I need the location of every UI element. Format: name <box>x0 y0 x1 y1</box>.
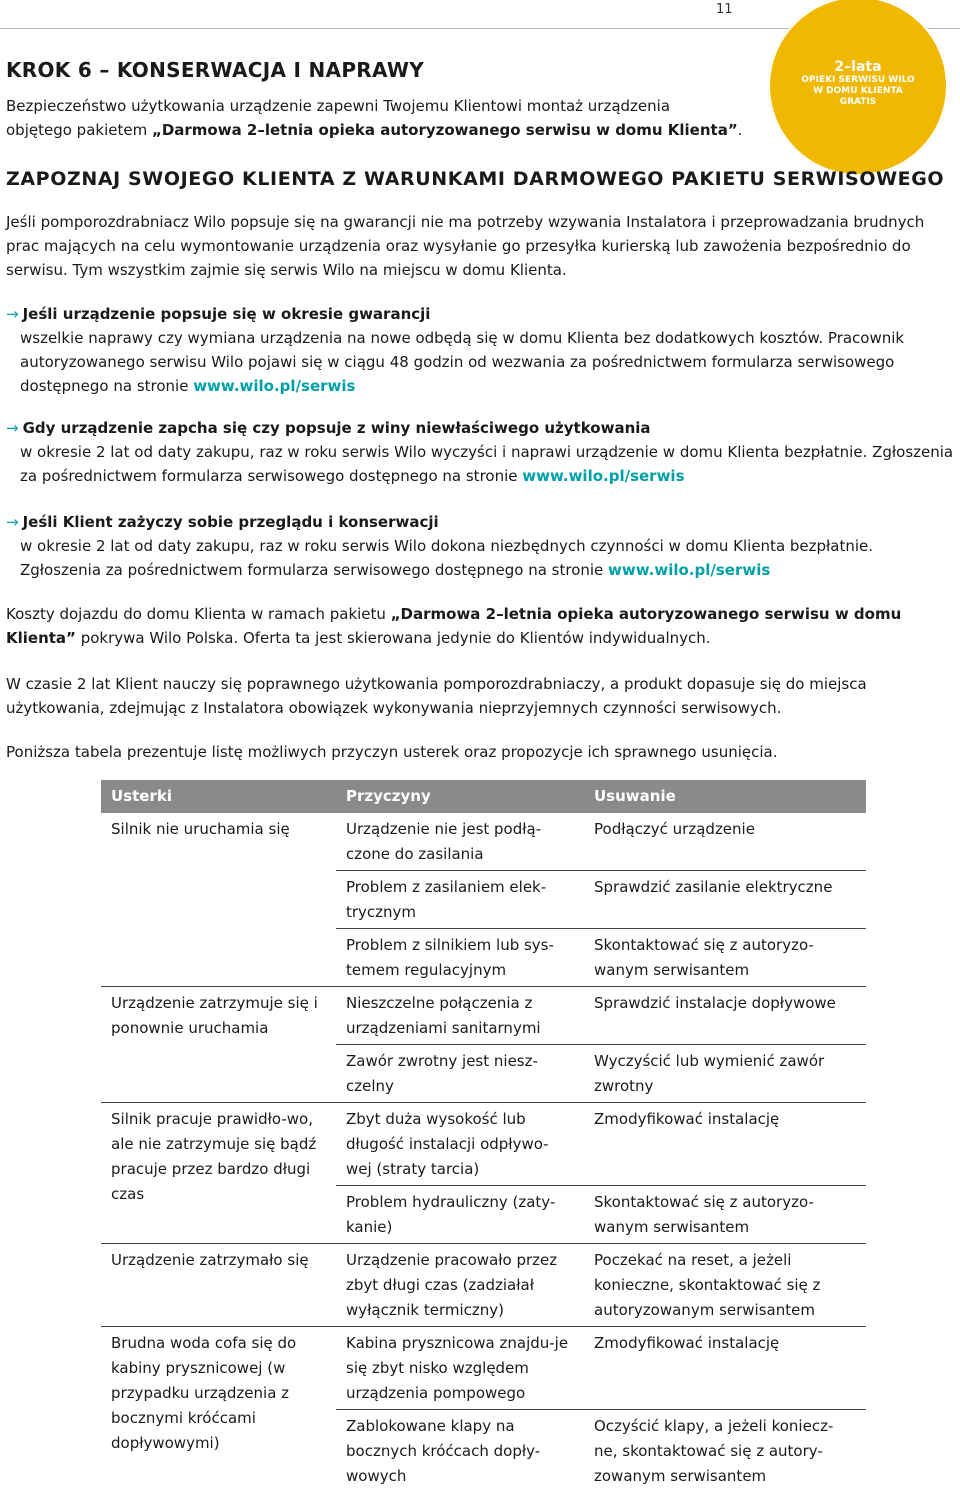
bullet-body: wszelkie naprawy czy wymiana urządzenia na nowe odbędą się w domu Klienta bez dodatkowych kosztów. Pracownik autoryzowanego serwisu Wilo pojawi się w ciągu 48 godzin od wezwania za pośrednictwem formularza serwisowego dostępnego na stronie <box>20 329 904 395</box>
arrow-icon: → <box>6 419 19 437</box>
bullet-body: w okresie 2 lat od daty zakupu, raz w roku serwis Wilo wyczyści i naprawi urządzenie w domu Klienta bezpłatnie. Zgłoszenia za pośrednictwem formularza serwisowego dostępnego na stronie <box>20 443 953 485</box>
arrow-icon: → <box>6 305 19 323</box>
table-row <box>101 1327 866 1410</box>
fault-cell: Brudna woda cofa się do kabiny prysznicowej (w przypadku urządzenia z bocznymi króćcami dopływowymi) <box>101 1327 336 1492</box>
intro-line-a: Bezpieczeństwo użytkowania urządzenie zapewni Twojemu Klientowi montaż urządzenia <box>6 97 670 115</box>
badge-line-4: GRATIS <box>840 97 877 108</box>
fault-cell: Silnik pracuje prawidło-wo, ale nie zatrzymuje się bądź pracuje przez bardzo długi czas <box>101 1103 336 1244</box>
table-row <box>101 1103 866 1186</box>
fault-cell: Urządzenie zatrzymało się <box>101 1244 336 1327</box>
paragraph-travel-costs <box>6 602 951 650</box>
bullet-body: w okresie 2 lat od daty zakupu, raz w roku serwis Wilo dokona niezbędnych czynności w domu Klienta bezpłatnie. Zgłoszenia za pośrednictwem formularza serwisowego dostępnego na stronie <box>20 537 873 579</box>
badge-line-2: OPIEKI SERWISU WILO <box>801 75 914 86</box>
fault-cell: Urządzenie zatrzymuje się i ponownie uruchamia <box>101 987 336 1103</box>
service-link[interactable]: www.wilo.pl/serwis <box>608 561 770 579</box>
cause-cell: Problem hydrauliczny (zaty-kanie) <box>336 1186 584 1244</box>
bullet-title: Jeśli urządzenie popsuje się w okresie gwarancji <box>23 305 431 323</box>
fix-cell: Skontaktować się z autoryzo-wanym serwisantem <box>584 1186 866 1244</box>
warranty-badge <box>768 0 948 176</box>
table-row <box>101 987 866 1045</box>
table-row <box>101 1244 866 1327</box>
intro-package-name: „Darmowa 2–letnia opieka autoryzowanego serwisu w domu Klienta” <box>152 121 738 139</box>
paragraph-warranty-intro: Jeśli pomporozdrabniacz Wilo popsuje się na gwarancji nie ma potrzeby wzywania Instalatora i przeprowadzania brudnych prac mających na celu wymontowanie urządzenia oraz wysyłanie go przesyłka kurierską lub zawożenia bezpośrednio do serwisu. Tym wszystkim zajmie się serwis Wilo na miejscu w domu Klienta. <box>6 210 951 282</box>
section-heading: ZAPOZNAJ SWOJEGO KLIENTA Z WARUNKAMI DARMOWEGO PAKIETU SERWISOWEGO <box>6 168 944 190</box>
header-usterki: Usterki <box>101 780 336 813</box>
fix-cell: Poczekać na reset, a jeżeli konieczne, skontaktować się z autoryzowanym serwisantem <box>584 1244 866 1327</box>
service-link[interactable]: www.wilo.pl/serwis <box>522 467 684 485</box>
fix-cell: Zmodyfikować instalację <box>584 1103 866 1186</box>
fix-cell: Skontaktować się z autoryzo-wanym serwisantem <box>584 929 866 987</box>
cause-cell: Zablokowane klapy na bocznych króćcach dopły-wowych <box>336 1410 584 1492</box>
bullet-warranty-failure <box>6 302 956 398</box>
fix-cell: Zmodyfikować instalację <box>584 1327 866 1410</box>
bullet-title: Gdy urządzenie zapcha się czy popsuje z winy niewłaściwego użytkowania <box>23 419 651 437</box>
bullet-maintenance <box>6 510 956 582</box>
intro-line-b-end: . <box>738 121 743 139</box>
fix-cell: Podłączyć urządzenie <box>584 813 866 871</box>
table-row <box>101 813 866 871</box>
header-usuwanie: Usuwanie <box>584 780 866 813</box>
arrow-icon: → <box>6 513 19 531</box>
cause-cell: Zawór zwrotny jest niesz-czelny <box>336 1045 584 1103</box>
cause-cell: Nieszczelne połączenia z urządzeniami sanitarnymi <box>336 987 584 1045</box>
fix-cell: Sprawdzić instalacje dopływowe <box>584 987 866 1045</box>
fix-cell: Wyczyścić lub wymienić zawór zwrotny <box>584 1045 866 1103</box>
fix-cell: Sprawdzić zasilanie elektryczne <box>584 871 866 929</box>
fault-cell: Silnik nie uruchamia się <box>101 813 336 987</box>
service-link[interactable]: www.wilo.pl/serwis <box>193 377 355 395</box>
table-header-row <box>101 780 866 813</box>
p2-package-name: „Darmowa 2–letnia opieka autoryzowanego serwisu w domu Klienta” <box>6 605 901 647</box>
badge-line-3: W DOMU KLIENTA <box>813 86 903 97</box>
cause-cell: Zbyt duża wysokość lub długość instalacji odpływo-wej (straty tarcia) <box>336 1103 584 1186</box>
cause-cell: Problem z zasilaniem elek-trycznym <box>336 871 584 929</box>
cause-cell: Urządzenie pracowało przez zbyt długi czas (zadziałał wyłącznik termiczny) <box>336 1244 584 1327</box>
header-przyczyny: Przyczyny <box>336 780 584 813</box>
intro-paragraph <box>6 94 766 142</box>
paragraph-learning: W czasie 2 lat Klient nauczy się poprawnego użytkowania pomporozdrabniaczy, a produkt dopasuje się do miejsca użytkowania, zdejmując z Instalatora obowiązek wykonywania nieprzyjemnych czynności serwisowych. <box>6 672 951 720</box>
troubleshooting-table <box>101 780 866 1492</box>
p2-start: Koszty dojazdu do domu Klienta w ramach pakietu <box>6 605 391 623</box>
cause-cell: Kabina prysznicowa znajdu-je się zbyt nisko względem urządzenia pompowego <box>336 1327 584 1410</box>
paragraph-table-intro: Poniższa tabela prezentuje listę możliwych przyczyn usterek oraz propozycje ich sprawnego usunięcia. <box>6 740 951 764</box>
page-title: KROK 6 – KONSERWACJA I NAPRAWY <box>6 58 424 82</box>
p2-end: pokrywa Wilo Polska. Oferta ta jest skierowana jedynie do Klientów indywidualnych. <box>76 629 711 647</box>
badge-years: 2–lata <box>834 59 881 75</box>
page-number: 11 <box>716 2 733 17</box>
cause-cell: Problem z silnikiem lub sys-temem regulacyjnym <box>336 929 584 987</box>
fix-cell: Oczyścić klapy, a jeżeli koniecz-ne, skontaktować się z autory-zowanym serwisantem <box>584 1410 866 1492</box>
bullet-misuse-failure <box>6 416 956 488</box>
cause-cell: Urządzenie nie jest podłą-czone do zasilania <box>336 813 584 871</box>
bullet-title: Jeśli Klient zażyczy sobie przeglądu i konserwacji <box>23 513 439 531</box>
intro-line-b-start: objętego pakietem <box>6 121 152 139</box>
